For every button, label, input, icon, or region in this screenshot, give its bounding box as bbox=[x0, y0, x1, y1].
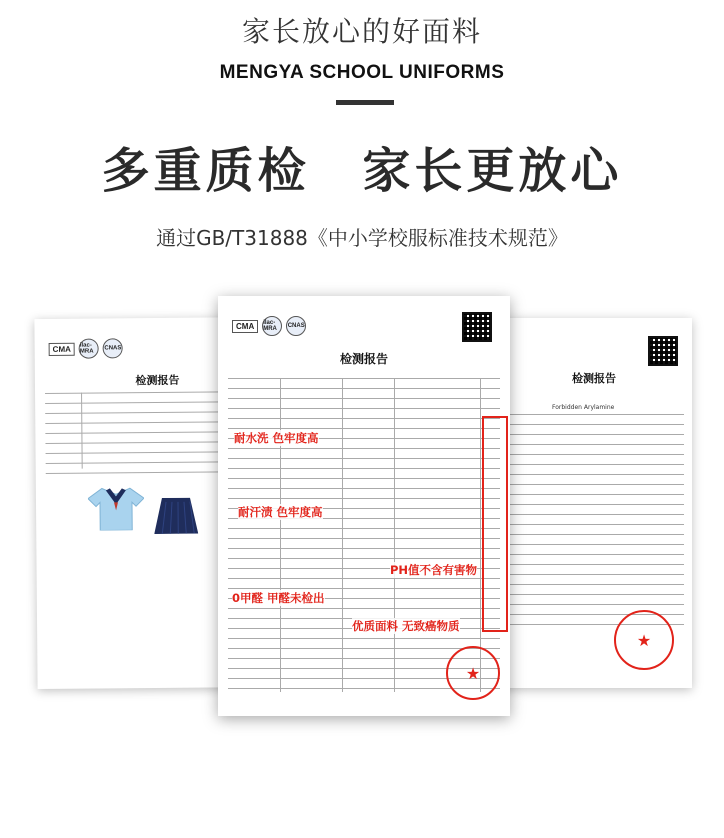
table-column-line bbox=[342, 378, 343, 692]
qr-code-icon bbox=[648, 336, 678, 366]
report-document-center bbox=[218, 296, 510, 716]
report-title: 检测报告 bbox=[572, 372, 616, 385]
logo-row bbox=[232, 316, 306, 336]
headline-right: 家长更放心 bbox=[362, 143, 623, 199]
school-shirt-image bbox=[88, 486, 144, 530]
pass-column-highlight bbox=[482, 416, 508, 632]
annotation-quality-fabric: 优质面料 无致癌物质 bbox=[352, 619, 460, 633]
logo-row bbox=[49, 338, 123, 359]
table-lines bbox=[504, 414, 684, 634]
headline bbox=[0, 132, 724, 201]
annotation-ph-value: PH值不含有害物 bbox=[390, 563, 478, 577]
report-title: 检测报告 bbox=[135, 373, 180, 388]
page-title: 家长放心的好面料 bbox=[241, 15, 482, 48]
brand-name: MENGYA SCHOOL UNIFORMS bbox=[219, 62, 505, 83]
table-column-line bbox=[480, 378, 481, 692]
cma-logo: CMA bbox=[232, 320, 258, 333]
table-column-line bbox=[394, 378, 395, 692]
annotation-formaldehyde: 0甲醛 甲醛未检出 bbox=[232, 591, 325, 605]
red-stamp-icon: ★ bbox=[614, 610, 674, 670]
report-title: 检测报告 bbox=[339, 352, 388, 366]
annotation-wash-fastness: 耐水洗 色牢度高 bbox=[234, 431, 319, 445]
cnas-logo: CNAS bbox=[103, 338, 123, 358]
red-stamp-icon: ★ bbox=[446, 646, 500, 700]
cnas-logo: CNAS bbox=[286, 316, 306, 336]
table-column-line bbox=[280, 378, 281, 692]
ilac-logo: ilac-MRA bbox=[262, 316, 282, 336]
standard-text: 通过GB/T31888《中小学校服标准技术规范》 bbox=[156, 226, 568, 250]
title-divider bbox=[336, 100, 394, 105]
cma-logo: CMA bbox=[49, 342, 75, 355]
school-skirt-image bbox=[154, 498, 198, 534]
ilac-logo: ilac-MRA bbox=[79, 339, 99, 359]
annotation-sweat-fastness: 耐汗渍 色牢度高 bbox=[238, 505, 323, 519]
qr-code-icon bbox=[462, 312, 492, 342]
table-heading: Forbidden Arylamine bbox=[552, 404, 615, 411]
headline-left: 多重质检 bbox=[101, 143, 310, 199]
report-document-right bbox=[496, 318, 692, 688]
